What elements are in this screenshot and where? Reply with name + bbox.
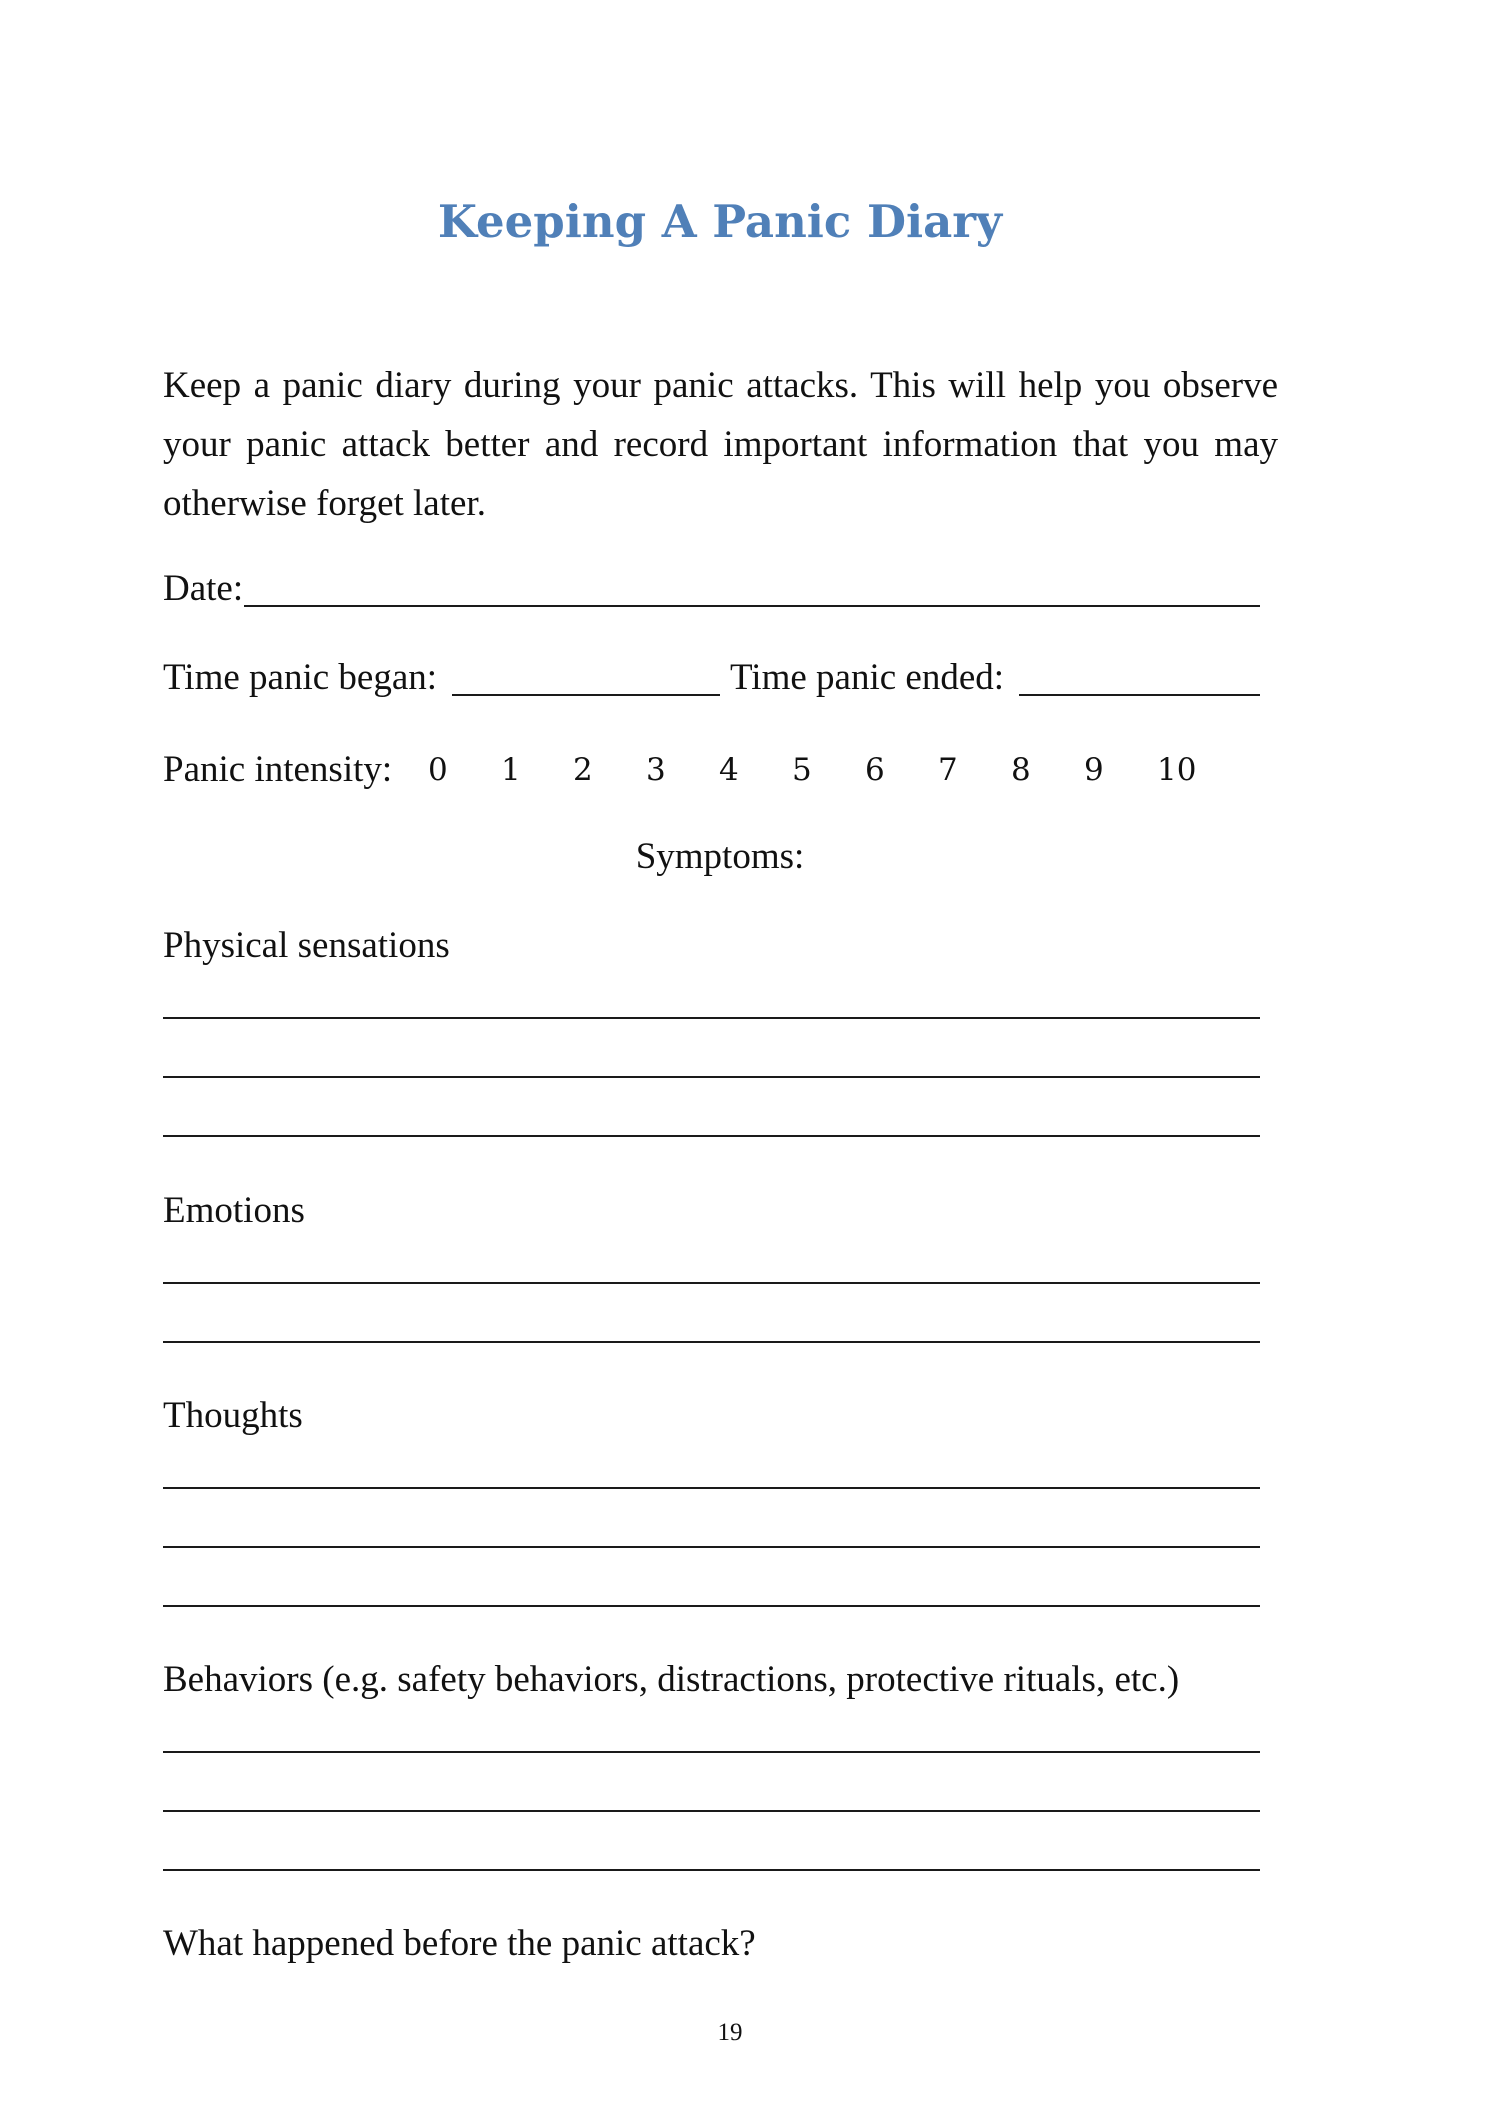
emotions-line[interactable] bbox=[163, 1282, 1260, 1284]
intensity-label: Panic intensity: bbox=[163, 749, 393, 790]
thoughts-line[interactable] bbox=[163, 1605, 1260, 1607]
intensity-option[interactable]: 10 bbox=[1157, 752, 1197, 788]
thoughts-line[interactable] bbox=[163, 1487, 1260, 1489]
intensity-option[interactable]: 7 bbox=[938, 752, 958, 788]
physical-sensations-label: Physical sensations bbox=[163, 925, 450, 966]
date-label: Date: bbox=[163, 568, 244, 609]
physical-sensations-line[interactable] bbox=[163, 1076, 1260, 1078]
intensity-option[interactable]: 2 bbox=[573, 752, 593, 788]
emotions-label: Emotions bbox=[163, 1190, 305, 1231]
intensity-option[interactable]: 9 bbox=[1084, 752, 1104, 788]
behaviors-line[interactable] bbox=[163, 1869, 1260, 1871]
what-happened-before-label: What happened before the panic attack? bbox=[163, 1923, 756, 1964]
time-ended-field[interactable] bbox=[1019, 694, 1260, 696]
page-number: 19 bbox=[717, 2019, 743, 2046]
time-ended-label: Time panic ended: bbox=[730, 657, 1005, 698]
behaviors-line[interactable] bbox=[163, 1751, 1260, 1753]
behaviors-line[interactable] bbox=[163, 1810, 1260, 1812]
intensity-option[interactable]: 0 bbox=[428, 752, 448, 788]
behaviors-label: Behaviors (e.g. safety behaviors, distractions, protective rituals, etc.) bbox=[163, 1659, 1180, 1700]
intensity-option[interactable]: 3 bbox=[646, 752, 666, 788]
symptoms-heading: Symptoms: bbox=[635, 836, 805, 877]
intensity-option[interactable]: 8 bbox=[1011, 752, 1031, 788]
time-began-label: Time panic began: bbox=[163, 657, 438, 698]
thoughts-label: Thoughts bbox=[163, 1395, 303, 1436]
intensity-option[interactable]: 4 bbox=[719, 752, 739, 788]
thoughts-line[interactable] bbox=[163, 1546, 1260, 1548]
intensity-option[interactable]: 5 bbox=[792, 752, 812, 788]
page-title: Keeping A Panic Diary bbox=[437, 195, 1003, 248]
intensity-option[interactable]: 1 bbox=[501, 752, 521, 788]
date-field[interactable] bbox=[244, 605, 1260, 607]
intensity-option[interactable]: 6 bbox=[865, 752, 885, 788]
physical-sensations-line[interactable] bbox=[163, 1135, 1260, 1137]
time-began-field[interactable] bbox=[452, 694, 720, 696]
intro-paragraph: Keep a panic diary during your panic attacks. This will help you observe your panic attack better and record important information that you may otherwise forget later. bbox=[163, 365, 1278, 524]
physical-sensations-line[interactable] bbox=[163, 1017, 1260, 1019]
emotions-line[interactable] bbox=[163, 1341, 1260, 1343]
